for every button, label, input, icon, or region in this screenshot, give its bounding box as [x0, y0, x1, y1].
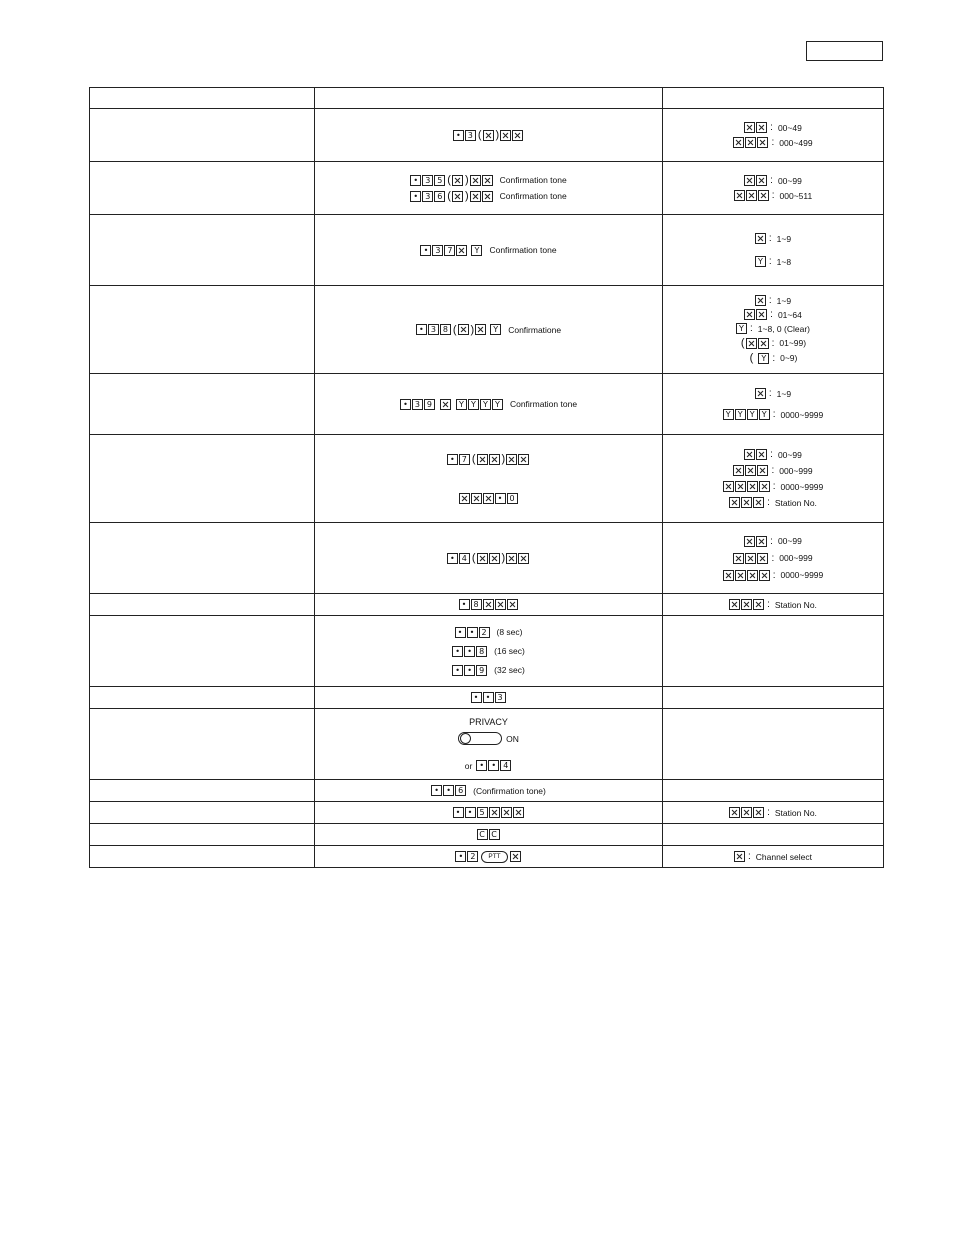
notes-cell: : 00~99 : 000~999 : 0000~9999 : Station No.: [663, 435, 884, 523]
key-x-icon: [744, 449, 755, 460]
table-row: [90, 846, 884, 868]
key-x-icon: [723, 481, 734, 492]
function-cell: [90, 523, 315, 594]
key-y: Y: [468, 399, 479, 410]
key-x-icon: [756, 536, 767, 547]
key-x-icon: [756, 175, 767, 186]
function-cell: [90, 616, 315, 687]
operation-cell: [315, 162, 663, 215]
table-row: [90, 802, 884, 824]
key-8: 8: [440, 324, 451, 335]
operation-cell: [315, 846, 663, 868]
key-x-icon: [733, 553, 744, 564]
operation-cell: [315, 215, 663, 286]
key-x-icon: [458, 324, 469, 335]
key-x-icon: [747, 481, 758, 492]
key-x-icon: [759, 481, 770, 492]
key-dot: •: [453, 130, 464, 141]
key-sequence: [477, 829, 501, 840]
key-x-icon: [757, 137, 768, 148]
key-x-icon: [753, 807, 764, 818]
table-row: [90, 523, 884, 594]
key-y: Y: [747, 409, 758, 420]
command-table: [89, 87, 884, 868]
notes-cell: [663, 709, 884, 780]
function-cell: [90, 709, 315, 780]
function-cell: [90, 802, 315, 824]
table-row: [90, 286, 884, 374]
key-x-icon: [483, 130, 494, 141]
table-row: [90, 709, 884, 780]
key-6: 6: [455, 785, 466, 796]
key-x-icon: [747, 570, 758, 581]
key-x-icon: [755, 295, 766, 306]
key-3: 3: [422, 175, 433, 186]
key-x-icon: [746, 338, 757, 349]
key-x-icon: [734, 851, 745, 862]
key-4: 4: [500, 760, 511, 771]
key-dot: •: [447, 553, 458, 564]
key-y: Y: [736, 323, 747, 334]
key-x-icon: [470, 175, 481, 186]
key-dot: •: [483, 692, 494, 703]
table-row: [90, 435, 884, 523]
operation-cell: [315, 709, 663, 780]
key-x-icon: [501, 807, 512, 818]
range-text: 000~511: [779, 190, 813, 201]
table-row: [90, 594, 884, 616]
confirmation-note: (Confirmation tone): [473, 785, 546, 796]
key-c: C: [477, 829, 488, 840]
key-x-icon: [757, 553, 768, 564]
key-8: 8: [476, 646, 487, 657]
function-cell: [90, 286, 315, 374]
key-x-icon: [512, 130, 523, 141]
notes-cell: : Station No.: [663, 594, 884, 616]
notes-cell: : 00~49 : 000~499: [663, 109, 884, 162]
key-x-icon: [471, 493, 482, 504]
table-row: [90, 374, 884, 435]
key-dot: •: [464, 646, 475, 657]
key-x-icon: [756, 449, 767, 460]
key-8: 8: [471, 599, 482, 610]
table-row: [90, 616, 884, 687]
key-sequence: • 3 ( ): [453, 129, 524, 141]
range-text: 01~64: [777, 309, 802, 320]
range-text: 000~999: [779, 553, 813, 563]
operation-cell: [315, 616, 663, 687]
key-dot: •: [455, 851, 466, 862]
confirmation-note: Confirmation tone: [499, 175, 567, 185]
key-sequence: [400, 399, 577, 410]
key-x-icon: [745, 137, 756, 148]
key-x-icon: [477, 553, 488, 564]
key-y: Y: [755, 256, 766, 267]
key-2: 2: [467, 851, 478, 862]
key-x-icon: [482, 191, 493, 202]
notes-cell: : Channel select: [663, 846, 884, 868]
key-x-icon: [440, 399, 451, 410]
key-3: 3: [495, 692, 506, 703]
confirmation-note: Confirmatione: [508, 324, 562, 335]
range-text: 000~499: [779, 137, 813, 148]
key-x-icon: [495, 599, 506, 610]
header-cell-function: [90, 88, 315, 109]
confirmation-note: Confirmation tone: [499, 191, 567, 201]
key-3: 3: [428, 324, 439, 335]
key-sequence: • 7 ( ): [447, 453, 530, 465]
key-y: Y: [735, 409, 746, 420]
key-y: Y: [471, 245, 482, 256]
key-x-icon: [744, 122, 755, 133]
key-x-icon: [744, 536, 755, 547]
key-x-icon: [452, 175, 463, 186]
key-dot: •: [400, 399, 411, 410]
operation-cell: [315, 780, 663, 802]
key-dot: •: [488, 760, 499, 771]
confirmation-note: Confirmation tone: [489, 245, 557, 255]
key-x-icon: [734, 190, 745, 201]
notes-cell: : 00~99 : 000~511: [663, 162, 884, 215]
key-y: Y: [456, 399, 467, 410]
page-number-box: [806, 41, 883, 61]
range-text: 1~9: [776, 295, 792, 306]
key-5: 5: [434, 175, 445, 186]
key-dot: •: [416, 324, 427, 335]
function-cell: [90, 594, 315, 616]
key-x-icon: [758, 190, 769, 201]
key-x-icon: [741, 599, 752, 610]
range-text: 0000~9999: [780, 481, 824, 492]
key-3: 3: [465, 130, 476, 141]
key-sequence: • 3 5 ( ) Confirmation tone: [410, 174, 566, 186]
key-x-icon: [741, 497, 752, 508]
key-sequence: [465, 760, 513, 771]
key-4: 4: [459, 553, 470, 564]
key-x-icon: [756, 122, 767, 133]
key-sequence: [420, 245, 556, 256]
table-row: [90, 780, 884, 802]
privacy-switch-row: [458, 732, 519, 745]
header-cell-operation: [315, 88, 663, 109]
operation-cell: [315, 374, 663, 435]
range-text: 0000~9999: [780, 409, 824, 420]
key-y: Y: [723, 409, 734, 420]
key-x-icon: [753, 497, 764, 508]
on-label: ON: [506, 733, 519, 744]
table-row: [90, 824, 884, 846]
key-x-icon: [753, 599, 764, 610]
key-x-icon: [729, 497, 740, 508]
key-dot: •: [464, 665, 475, 676]
function-cell: [90, 687, 315, 709]
function-cell: [90, 109, 315, 162]
key-x-icon: [483, 599, 494, 610]
function-cell: [90, 374, 315, 435]
key-sequence: [459, 493, 519, 504]
range-text: 00~99: [777, 175, 802, 186]
key-dot: •: [455, 627, 466, 638]
key-x-icon: [735, 570, 746, 581]
key-3: 3: [422, 191, 433, 202]
key-dot: •: [467, 627, 478, 638]
key-sequence: [471, 692, 507, 703]
key-x-icon: [513, 807, 524, 818]
key-x-icon: [733, 465, 744, 476]
confirmation-note: Confirmation tone: [509, 399, 578, 409]
key-x-icon: [510, 851, 521, 862]
key-sequence: [455, 851, 521, 863]
key-x-icon: [482, 175, 493, 186]
function-cell: [90, 846, 315, 868]
table-row: [90, 687, 884, 709]
key-x-icon: [745, 465, 756, 476]
notes-cell: : 1~9 Y Y Y Y : 0000~9999: [663, 374, 884, 435]
key-x-icon: [757, 465, 768, 476]
ptt-button[interactable]: PTT: [481, 851, 507, 863]
key-sequence: [431, 785, 546, 796]
key-sequence: [455, 627, 523, 638]
key-dot: •: [476, 760, 487, 771]
key-x-icon: [758, 338, 769, 349]
range-text: 00~99: [777, 449, 802, 460]
table-row: [90, 215, 884, 286]
key-x-icon: [507, 599, 518, 610]
range-text: 00~49: [777, 122, 802, 133]
notes-cell: : 1~9 Y : 1~8: [663, 215, 884, 286]
key-sequence: • 3 8 ( ) Y Confirmatione: [416, 324, 561, 336]
key-x-icon: [746, 190, 757, 201]
operation-cell: [315, 523, 663, 594]
range-text: 000~999: [779, 465, 813, 476]
key-dot: •: [410, 175, 421, 186]
privacy-switch[interactable]: [458, 732, 502, 745]
key-x-icon: [452, 191, 463, 202]
range-text: 1~8: [776, 256, 792, 267]
range-text: 0~9): [780, 353, 798, 363]
operation-cell: [315, 435, 663, 523]
notes-cell: [663, 687, 884, 709]
key-y: Y: [490, 324, 501, 335]
key-x-icon: [733, 137, 744, 148]
key-sequence: [459, 599, 519, 610]
key-x-icon: [518, 553, 529, 564]
switch-knob-icon: [460, 733, 471, 744]
key-dot: •: [447, 454, 458, 465]
key-dot: •: [452, 646, 463, 657]
key-x-icon: [723, 570, 734, 581]
key-x-icon: [744, 175, 755, 186]
function-cell: [90, 162, 315, 215]
key-x-icon: [477, 454, 488, 465]
key-5: 5: [477, 807, 488, 818]
or-label: or: [464, 760, 473, 771]
table-row: [90, 162, 884, 215]
station-no-text: Station No.: [774, 497, 817, 508]
key-x-icon: [489, 553, 500, 564]
key-x-icon: [489, 454, 500, 465]
operation-cell: [315, 802, 663, 824]
channel-select-text: Channel select: [755, 851, 812, 862]
privacy-label: PRIVACY: [469, 717, 508, 727]
key-dot: •: [453, 807, 464, 818]
key-sequence: [453, 807, 525, 818]
key-x-icon: [475, 324, 486, 335]
duration-note: (32 sec): [494, 665, 525, 675]
operation-cell: [315, 824, 663, 846]
key-x-icon: [456, 245, 467, 256]
key-sequence: • 3 6 ( ) Confirmation tone: [410, 190, 566, 202]
table-header-row: [90, 88, 884, 109]
range-text: 1~9: [776, 388, 792, 399]
key-x-icon: [729, 807, 740, 818]
key-y: Y: [492, 399, 503, 410]
key-x-icon: [755, 388, 766, 399]
key-x-icon: [735, 481, 746, 492]
key-x-icon: [756, 309, 767, 320]
station-no-text: Station No.: [774, 807, 817, 818]
key-x-icon: [459, 493, 470, 504]
key-sequence: [452, 665, 525, 676]
key-x-icon: [500, 130, 511, 141]
key-x-icon: [745, 553, 756, 564]
key-x-icon: [744, 309, 755, 320]
function-cell: [90, 824, 315, 846]
operation-cell: [315, 109, 663, 162]
key-7: 7: [444, 245, 455, 256]
key-3: 3: [412, 399, 423, 410]
notes-cell: : 1~9 : 01~64 Y : 1~8, 0 (Clear) ( : 01~99) ( Y : 0~9): [663, 286, 884, 374]
key-6: 6: [434, 191, 445, 202]
function-cell: [90, 780, 315, 802]
notes-cell: : Station No.: [663, 802, 884, 824]
key-7: 7: [459, 454, 470, 465]
key-x-icon: [755, 233, 766, 244]
key-x-icon: [506, 454, 517, 465]
key-sequence: [452, 646, 525, 657]
key-x-icon: [489, 807, 500, 818]
header-cell-notes: [663, 88, 884, 109]
key-x-icon: [483, 493, 494, 504]
duration-note: (8 sec): [496, 627, 523, 637]
key-3: 3: [432, 245, 443, 256]
key-dot: •: [465, 807, 476, 818]
operation-cell: [315, 687, 663, 709]
notes-cell: : 00~99 : 000~999 : 0000~9999: [663, 523, 884, 594]
key-dot: •: [410, 191, 421, 202]
range-text: 1~9: [776, 233, 792, 244]
notes-cell: [663, 824, 884, 846]
range-text: 0000~9999: [780, 570, 824, 580]
key-x-icon: [470, 191, 481, 202]
key-c: C: [489, 829, 500, 840]
key-dot: •: [443, 785, 454, 796]
key-dot: •: [452, 665, 463, 676]
function-cell: [90, 215, 315, 286]
key-9: 9: [476, 665, 487, 676]
notes-cell: [663, 616, 884, 687]
key-dot: •: [495, 493, 506, 504]
key-sequence: • 4 ( ): [447, 552, 530, 564]
range-text: 01~99): [779, 338, 807, 348]
notes-cell: [663, 780, 884, 802]
key-9: 9: [424, 399, 435, 410]
key-y: Y: [758, 353, 769, 364]
key-y: Y: [759, 409, 770, 420]
duration-note: (16 sec): [494, 646, 525, 656]
operation-cell: [315, 286, 663, 374]
key-0: 0: [507, 493, 518, 504]
range-text: 00~99: [777, 536, 802, 546]
operation-cell: [315, 594, 663, 616]
station-no-text: Station No.: [774, 599, 817, 610]
key-x-icon: [759, 570, 770, 581]
key-x-icon: [741, 807, 752, 818]
key-dot: •: [459, 599, 470, 610]
key-x-icon: [518, 454, 529, 465]
key-x-icon: [506, 553, 517, 564]
key-dot: •: [471, 692, 482, 703]
table-row: [90, 109, 884, 162]
key-x-icon: [729, 599, 740, 610]
range-text: 1~8, 0 (Clear): [757, 323, 810, 334]
function-cell: [90, 435, 315, 523]
key-dot: •: [420, 245, 431, 256]
key-2: 2: [479, 627, 490, 638]
key-y: Y: [480, 399, 491, 410]
key-dot: •: [431, 785, 442, 796]
